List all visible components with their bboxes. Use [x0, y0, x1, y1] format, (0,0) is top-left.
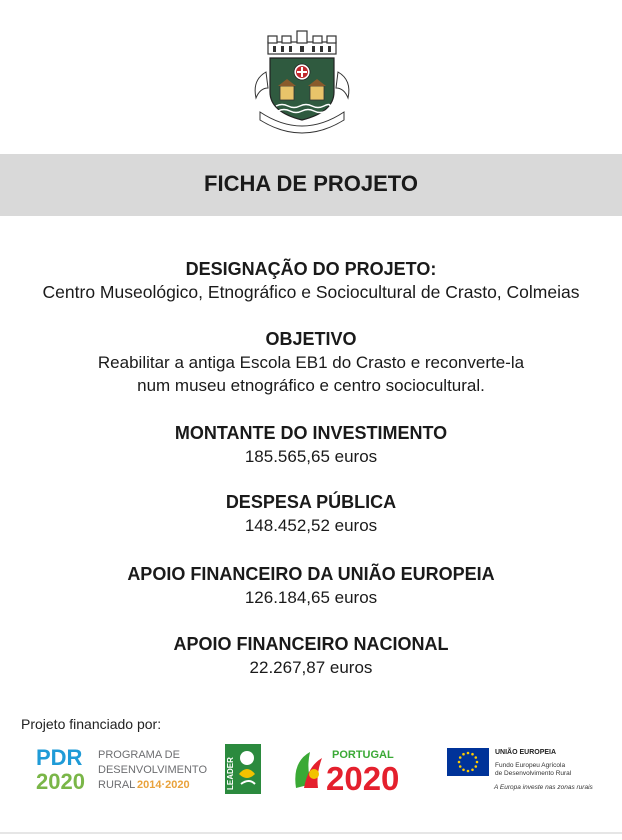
eu-star: [462, 768, 465, 771]
eu-star: [471, 753, 474, 756]
portugal-year: 2020: [326, 760, 400, 794]
section-title: APOIO FINANCEIRO NACIONAL: [173, 634, 449, 654]
eu-fund-line-1: Fundo Europeu Agrícola: [495, 762, 566, 769]
eu-financial-support-section: [0, 562, 622, 609]
eu-star: [459, 756, 462, 759]
portugal-word: PORTUGAL: [332, 749, 394, 761]
coat-of-arms-logo: [246, 28, 358, 136]
eu-fund-line-2: de Desenvolvimento Rural: [495, 770, 572, 777]
pdr-line-2: DESENVOLVIMENTO: [98, 764, 208, 776]
eu-tagline: A Europa investe nas zonas rurais: [494, 784, 593, 791]
section-title: MONTANTE DO INVESTIMENTO: [174, 423, 448, 443]
eu-star: [462, 753, 465, 756]
project-designation-section: [0, 257, 622, 304]
eu-star: [467, 770, 470, 773]
investment-amount-section: [0, 421, 622, 468]
pdr-line-3b: 2014·2020: [137, 779, 190, 791]
eu-star: [474, 756, 477, 759]
leader-text: LEADER: [226, 757, 235, 790]
bottom-divider: [0, 832, 622, 834]
pdr-mark-top: PDR: [36, 745, 83, 770]
pdr-line-1: PROGRAMA DE: [98, 749, 180, 761]
eu-star: [474, 765, 477, 768]
public-expense-section: [0, 490, 622, 537]
section-value: 22.267,87 euros: [249, 658, 373, 677]
eu-feader-logo: [447, 746, 607, 794]
eu-star: [459, 765, 462, 768]
national-financial-support-section: [0, 632, 622, 679]
pdr-line-3a: RURAL: [98, 779, 136, 791]
section-title: APOIO FINANCEIRO DA UNIÃO EUROPEIA: [127, 564, 495, 584]
pdr-mark-bottom: 2020: [36, 769, 85, 794]
section-title: DESPESA PÚBLICA: [225, 492, 397, 512]
eu-star: [471, 768, 474, 771]
funded-by-label: Projeto financiado por:: [21, 716, 162, 732]
eu-star: [476, 761, 479, 764]
portugal2020-logo: [292, 744, 430, 794]
objective-section: [0, 327, 622, 397]
section-value: Centro Museológico, Etnográfico e Sociocultural de Crasto, Colmeias: [42, 282, 580, 302]
section-value: 148.452,52 euros: [244, 516, 378, 535]
leader-logo: [225, 744, 261, 794]
pdr2020-logo: [34, 744, 218, 794]
section-value: 126.184,65 euros: [244, 588, 378, 607]
section-value: 185.565,65 euros: [244, 447, 378, 466]
eu-star: [467, 752, 470, 755]
section-value: Reabilitar a antiga Escola EB1 do Crasto e reconverte-la: [97, 353, 525, 372]
section-value: num museu etnográfico e centro sociocultural.: [137, 376, 485, 395]
eu-star: [458, 761, 461, 764]
page-title: FICHA DE PROJETO: [204, 171, 418, 196]
section-title: OBJETIVO: [265, 329, 357, 349]
eu-heading: UNIÃO EUROPEIA: [495, 749, 557, 756]
section-title: DESIGNAÇÃO DO PROJETO:: [185, 259, 437, 279]
